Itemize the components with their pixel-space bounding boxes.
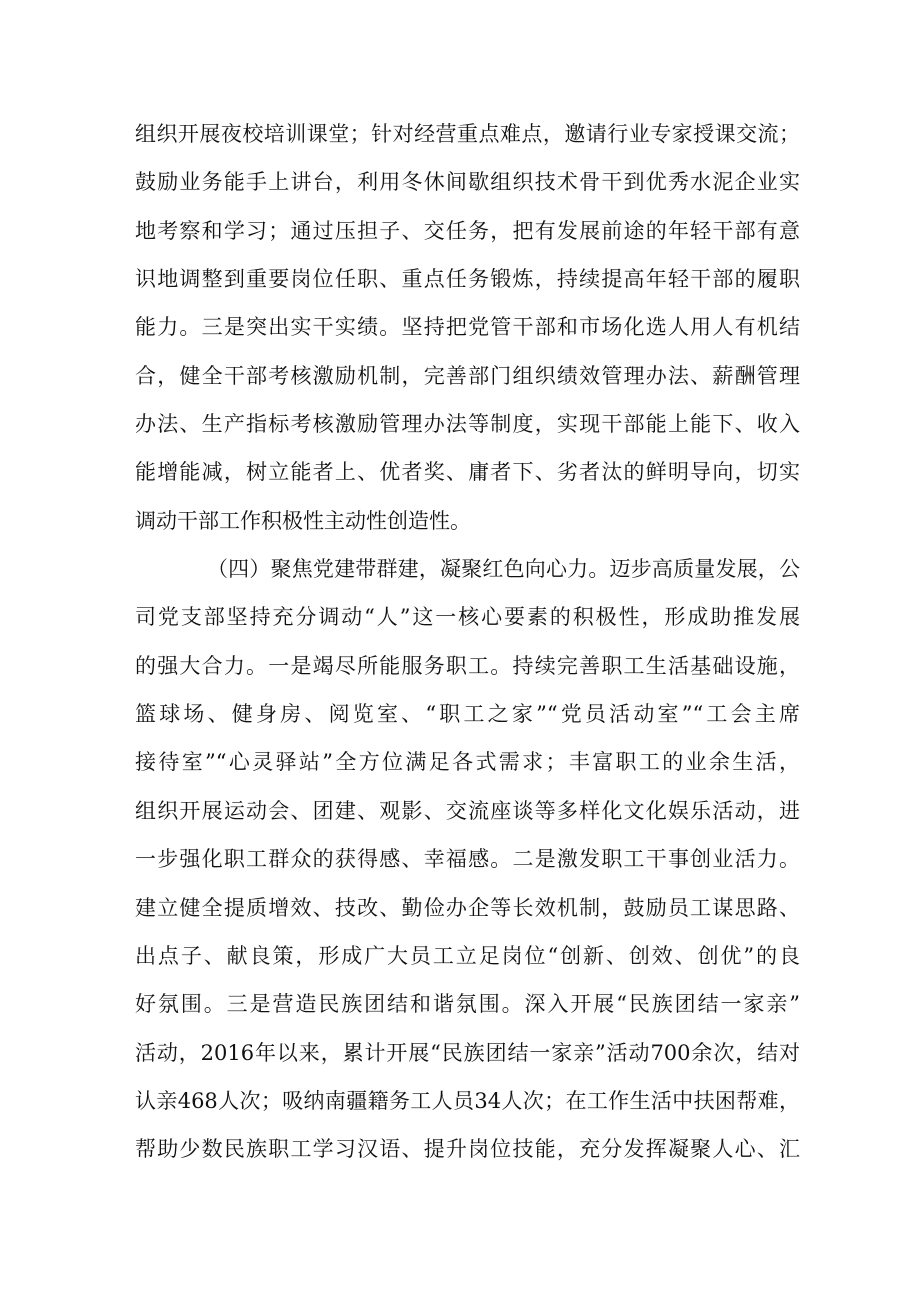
- text-line: 接待室”“心灵驿站”全方位满足各式需求；丰富职工的业余生活，: [135, 750, 800, 775]
- paragraph-first-line: （四）聚焦党建带群建，凝聚红色向心力。迈步高质量发展，公: [207, 557, 800, 582]
- text-line: 合，健全干部考核激励机制，完善部门组织绩效管理办法、薪酬管理: [135, 363, 800, 388]
- text-line: 地考察和学习；通过压担子、交任务，把有发展前途的年轻干部有意: [135, 218, 800, 243]
- document-body: [135, 110, 800, 1174]
- text-line: 鼓励业务能手上讲台，利用冬休间歇组织技术骨干到优秀水泥企业实: [135, 170, 800, 195]
- text-line: 建立健全提质增效、技改、勤俭办企等长效机制，鼓励员工谋思路、: [135, 895, 800, 920]
- text-line: 组织开展夜校培训课堂；针对经营重点难点，邀请行业专家授课交流；: [135, 122, 800, 146]
- paragraph-1: [135, 110, 800, 545]
- text-line: 活动，2016年以来，累计开展“民族团结一家亲”活动700余次，结对: [135, 1040, 800, 1065]
- text-line: 帮助少数民族职工学习汉语、提升岗位技能，充分发挥凝聚人心、汇: [135, 1137, 800, 1162]
- text-line: 好氛围。三是营造民族团结和谐氛围。深入开展“民族团结一家亲”: [135, 992, 800, 1017]
- paragraph-2: [135, 545, 800, 1173]
- text-line: 一步强化职工群众的获得感、幸福感。二是激发职工干事创业活力。: [135, 847, 800, 872]
- text-line: 司党支部坚持充分调动“人”这一核心要素的积极性，形成助推发展: [135, 605, 800, 630]
- text-line: 调动干部工作积极性主动性创造性。: [135, 508, 471, 533]
- text-line: 能力。三是突出实干实绩。坚持把党管干部和市场化选人用人有机结: [135, 315, 800, 340]
- text-line: 认亲468人次；吸纳南疆籍务工人员34人次；在工作生活中扶困帮难，: [135, 1088, 800, 1113]
- text-line: 的强大合力。一是竭尽所能服务职工。持续完善职工生活基础设施，: [135, 653, 800, 678]
- text-line: 办法、生产指标考核激励管理办法等制度，实现干部能上能下、收入: [135, 412, 800, 437]
- text-line: 能增能减，树立能者上、优者奖、庸者下、劣者汰的鲜明导向，切实: [135, 460, 800, 485]
- text-line: 识地调整到重要岗位任职、重点任务锻炼，持续提高年轻干部的履职: [135, 267, 800, 292]
- text-line: 篮球场、健身房、阅览室、“职工之家”“党员活动室”“工会主席: [135, 702, 800, 727]
- text-line: 组织开展运动会、团建、观影、交流座谈等多样化文化娱乐活动，进: [135, 798, 800, 823]
- text-line: 出点子、献良策，形成广大员工立足岗位“创新、创效、创优”的良: [135, 943, 800, 968]
